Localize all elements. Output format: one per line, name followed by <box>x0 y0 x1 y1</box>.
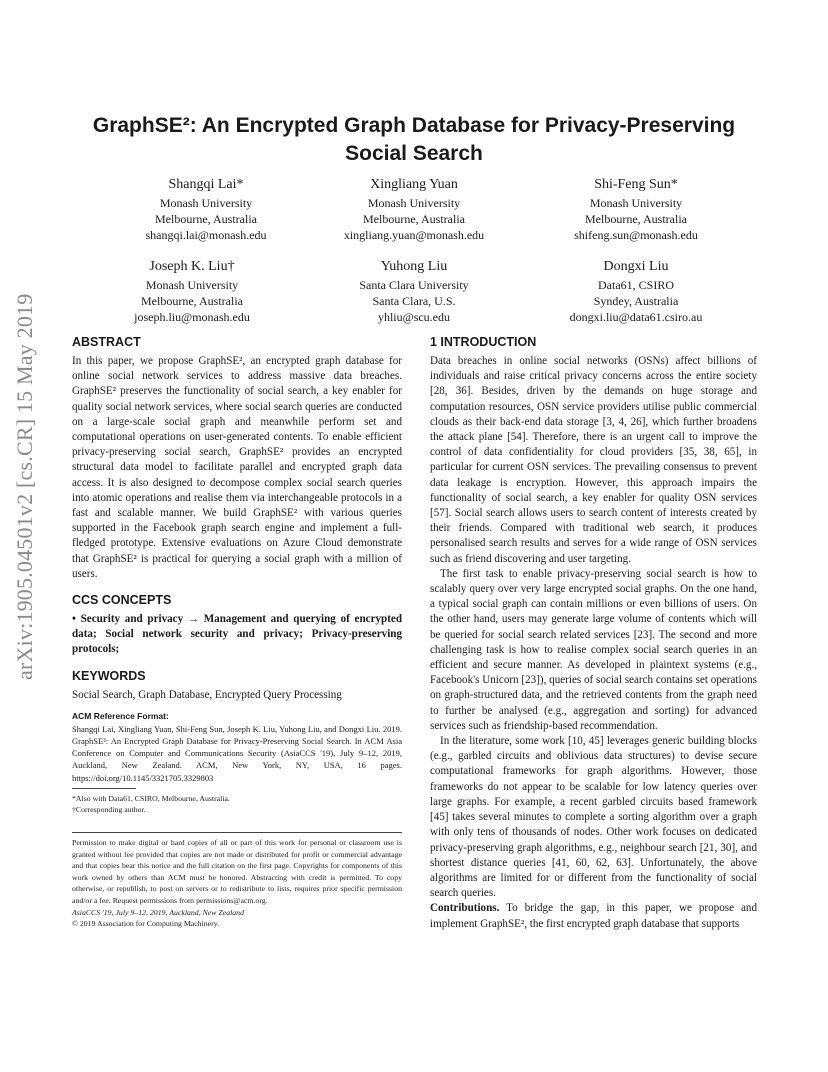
author-location: Melbourne, Australia <box>585 212 687 226</box>
intro-paragraph-2: The first task to enable privacy-preserving social search is how to scalably query over very large encrypted social graphs. On the one hand, a typical social graph can contain millions or even billions of users. On the other hand, users may generate large volume of contents which will be queried for social search related services [23]. The second and more challenging task is how to realise complex social search queries in an efficient and secure manner. As developed in plaintext systems (e.g., Facebook's Unicorn [23]), queries of social search contains set operations on graph-structured data, and the retrieved contents from the graph need to further be analysed (e.g., aggregation and sorting) for advanced services such as friendship-based recommendation. <box>430 567 757 732</box>
contributions-label: Contributions. <box>430 902 500 915</box>
copyright-notice: © 2019 Association for Computing Machinery. <box>72 919 220 929</box>
author-email[interactable]: yhliu@scu.edu <box>377 310 451 324</box>
footnote-corresponding: †Corresponding author. <box>72 805 146 815</box>
author-affiliation: Monash University <box>159 196 253 210</box>
author-name: Joseph K. Liu† <box>149 259 235 274</box>
permission-notice: Permission to make digital or hard copies of all or part of this work for personal or classroom use is granted without fee provided that copies are not made or distributed for profit or commercial advantage and that copies bear this notice and the full citation on the first page. Copyrights for components of this work owned by others than ACM must be honored. Abstracting with credit is permitted. To copy otherwise, or republish, to post on servers or to redistribute to lists, requires prior specific permission and/or a fee. Request permissions from permissions@acm.org. <box>72 838 402 906</box>
author-block <box>304 175 524 243</box>
acm-reference-text: Shangqi Lai, Xingliang Yuan, Shi-Feng Sun, Joseph K. Liu, Yuhong Liu, and Dongxi Liu. 2019. GraphSE²: An Encrypted Graph Database for Privacy-Preserving Social Search. In ACM Asia Conference on Computer and Communications Security (AsiaCCS '19), July 9–12, 2019, Auckland, New Zealand. ACM, New York, NY, USA, 16 pages. https://doi.org/10.1145/3321705.3329803 <box>72 723 402 783</box>
author-location: Melbourne, Australia <box>141 294 243 308</box>
author-email[interactable]: shangqi.lai@monash.edu <box>145 228 267 242</box>
author-name: Shangqi Lai* <box>168 177 244 192</box>
author-affiliation: Monash University <box>367 196 461 210</box>
intro-paragraph-4 <box>430 901 757 931</box>
intro-paragraph-1: Data breaches in online social networks (OSNs) affect billions of individuals and raise critical privacy concerns across the entire society [28, 36]. Besides, driven by the demands on huge storage and computation resources, OSN service providers utilise public commercial clouds as their back-end data storage [3, 4, 26], which further broadens the attack plane [54]. Therefore, there is an urgent call to improve the control of data confidentiality for cloud providers [35, 38, 65], in particular for current OSN services. The prevailing consensus to prevent data leakage is encryption. However, this approach impairs the functionality of social search, a key enabler for quality OSN services [57]. Social search allows users to search content of interests created by their friends. Compared with traditional web search, it produces personalised search results and serves for a wide range of OSN services such as friend discovering and user targeting. <box>430 355 757 565</box>
right-column <box>430 334 757 932</box>
author-email[interactable]: shifeng.sun@monash.edu <box>574 228 698 242</box>
author-block <box>526 257 746 325</box>
author-block <box>96 175 316 243</box>
contributions-text: To bridge the gap, in this paper, we propose and implement GraphSE², the first encrypted graph database that supports <box>430 902 757 930</box>
author-name: Xingliang Yuan <box>370 177 458 192</box>
intro-paragraph-3: In the literature, some work [10, 45] leverages generic building blocks (e.g., garbled circuits and oblivious data structures) to devise secure computational frameworks for graph algorithms. However, those frameworks do not appear to be scalable for low latency queries over large graphs. For example, a recent garbled circuits based framework [45] takes several minutes to complete a sorting algorithm over a graph with only tens of thousands of nodes. Other work focuses on dedicated privacy-preserving graph algorithms, e.g., neighbour search [21, 30], and shortest distance queries [41, 60, 62, 63]. Unfortunately, the above algorithms are limited for or different from the functionality of social search queries. <box>430 735 757 900</box>
author-name: Dongxi Liu <box>603 259 669 274</box>
title-line-2: Social Search <box>345 142 483 165</box>
abstract-text: In this paper, we propose GraphSE², an encrypted graph database for online social network services to address massive data breaches. GraphSE² preserves the functionality of social search, a key enabler for quality social network services, where social search queries are conducted on a large-scale social graph and meanwhile perform set and computational operations on user-generated contents. To enable efficient privacy-preserving social search, GraphSE² provides an encrypted structural data model to facilitate parallel and encrypted graph data access. It is also designed to decompose complex social search queries into atomic operations and realise them via interchangeable protocols in a fast and scalable manner. We build GraphSE² with various queries supported in the Facebook graph search engine and implement a full-fledged prototype. Extensive evaluations on Azure Cloud demonstrate that GraphSE² is practical for querying a social graph with a million of users. <box>72 355 402 580</box>
author-email[interactable]: dongxi.liu@data61.csiro.au <box>569 310 703 324</box>
ccs-heading: CCS CONCEPTS <box>72 593 172 608</box>
permission-divider <box>72 832 402 833</box>
author-name: Shi-Feng Sun* <box>594 177 678 192</box>
author-location: Melbourne, Australia <box>363 212 465 226</box>
keywords-heading: KEYWORDS <box>72 668 146 683</box>
author-affiliation: Data61, CSIRO <box>598 278 674 292</box>
author-location: Melbourne, Australia <box>155 212 257 226</box>
author-email[interactable]: joseph.liu@monash.edu <box>134 310 250 324</box>
author-email[interactable]: xingliang.yuan@monash.edu <box>343 228 485 242</box>
author-location: Syndey, Australia <box>593 294 679 308</box>
abstract-heading: ABSTRACT <box>72 335 141 349</box>
title-line-1: GraphSE²: An Encrypted Graph Database for Privacy-Preserving <box>92 114 736 137</box>
author-name: Yuhong Liu <box>380 259 448 274</box>
paper-title <box>70 112 758 168</box>
conference-venue: AsiaCCS '19, July 9–12, 2019, Auckland, New Zealand <box>72 907 244 917</box>
author-block <box>304 257 524 325</box>
keywords-text: Social Search, Graph Database, Encrypted Query Processing <box>72 688 342 701</box>
author-affiliation: Santa Clara University <box>359 278 469 292</box>
ccs-text: • Security and privacy → Management and querying of encrypted data; Social network security and privacy; Privacy-preserving protocols; <box>72 613 402 656</box>
author-block <box>526 175 746 243</box>
footnote-also-with: *Also with Data61, CSIRO, Melbourne, Australia. <box>72 793 230 803</box>
left-column <box>72 334 402 930</box>
author-affiliation: Monash University <box>589 196 683 210</box>
introduction-heading: 1 INTRODUCTION <box>430 335 537 349</box>
author-affiliation: Monash University <box>145 278 239 292</box>
author-block <box>82 257 302 325</box>
author-location: Santa Clara, U.S. <box>372 294 456 308</box>
acm-reference-heading: ACM Reference Format: <box>72 710 169 721</box>
footnote-divider <box>72 788 136 789</box>
arxiv-identifier: arXiv:1905.04501v2 [cs.CR] 15 May 2019 <box>12 293 37 680</box>
